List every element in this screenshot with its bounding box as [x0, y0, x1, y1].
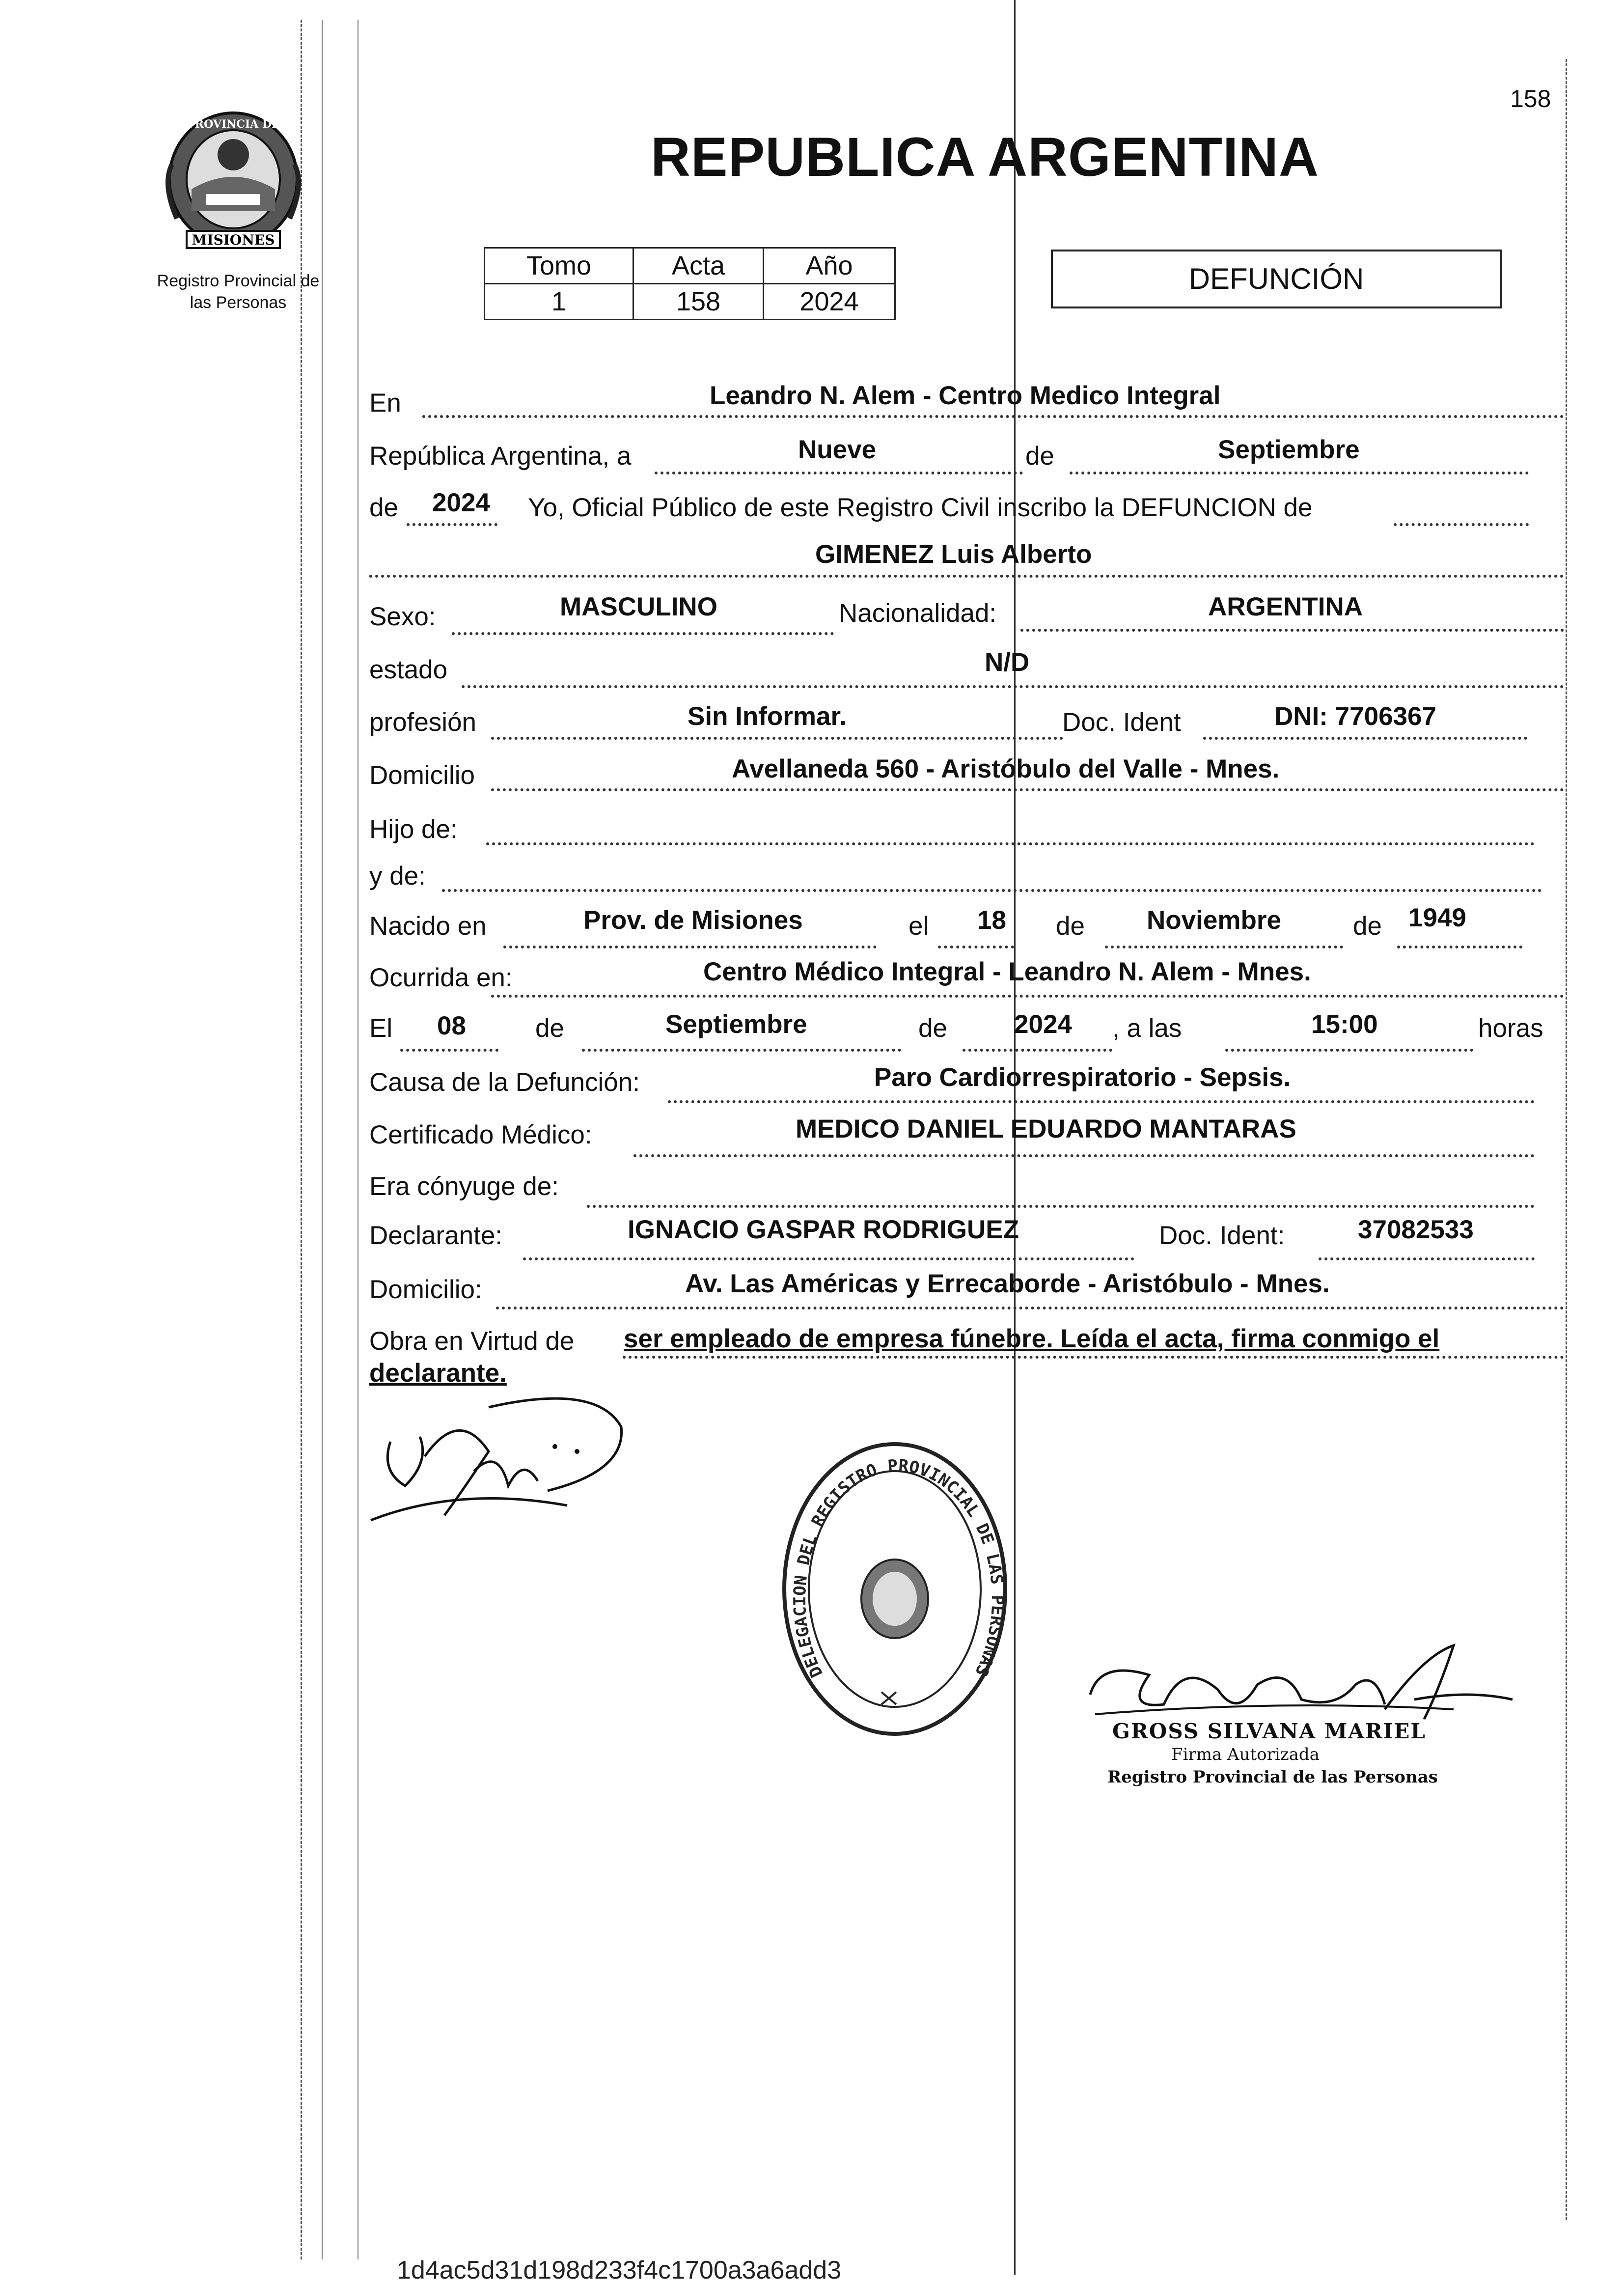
value-time: 15:00	[1311, 1010, 1378, 1039]
value-death-year: 2024	[1014, 1010, 1072, 1039]
label-conyuge: Era cónyuge de:	[369, 1172, 559, 1201]
label-de-birth-2: de	[1353, 912, 1382, 941]
value-causa: Paro Cardiorrespiratorio - Sepsis.	[874, 1063, 1291, 1092]
label-nacionalidad: Nacionalidad:	[839, 599, 997, 628]
label-y-de: y de:	[369, 862, 426, 891]
logo-top-text: PROVINCIA DE	[187, 118, 280, 131]
label-doc-ident: Doc. Ident	[1062, 708, 1181, 737]
value-ocurrida: Centro Médico Integral - Leandro N. Alem - Mnes.	[703, 957, 1311, 986]
registry-label-line2: las Personas	[190, 293, 287, 312]
value-domicilio-declarante: Av. Las Américas y Errecaborde - Aristóbulo - Mnes.	[685, 1269, 1330, 1298]
text-oficial-publico: Yo, Oficial Público de este Registro Civil inscribo la DEFUNCION de	[528, 493, 1313, 522]
record-type-box: DEFUNCIÓN	[1051, 250, 1502, 308]
field-hijo-de-line	[486, 813, 1535, 845]
seal-text: DELEGACION DEL REGISTRO PROVINCIAL DE LAS PERSONAS	[790, 1456, 1008, 1681]
label-nacido-en: Nacido en	[369, 912, 487, 941]
label-de-birth-1: de	[1056, 912, 1085, 941]
label-sexo: Sexo:	[369, 602, 436, 631]
ref-value-acta: 158	[633, 284, 764, 320]
value-doc-ident: DNI: 7706367	[1274, 702, 1436, 731]
value-obra-line2: declarante.	[369, 1359, 507, 1388]
provincial-coat-of-arms-icon	[157, 106, 309, 253]
registry-label	[133, 270, 344, 313]
value-year: 2024	[432, 488, 490, 517]
value-certificado: MEDICO DANIEL EDUARDO MANTARAS	[796, 1115, 1296, 1143]
label-horas: horas	[1478, 1014, 1543, 1043]
label-estado: estado	[369, 655, 448, 684]
label-el: el	[908, 912, 929, 941]
value-declarante: IGNACIO GASPAR RODRIGUEZ	[628, 1215, 1019, 1244]
margin-line	[322, 20, 323, 2259]
value-deceased-name: GIMENEZ Luis Alberto	[815, 540, 1092, 569]
label-de-death-1: de	[535, 1014, 564, 1043]
label-domicilio-declarante: Domicilio:	[369, 1275, 482, 1304]
label-en: En	[369, 389, 401, 418]
margin-line	[1566, 59, 1567, 2220]
ref-header-anio: Año	[764, 248, 895, 284]
label-de-year: de	[369, 493, 398, 522]
label-hijo-de: Hijo de:	[369, 815, 458, 844]
value-day: Nueve	[798, 435, 877, 464]
field-y-de-line	[442, 860, 1542, 892]
value-birth-year: 1949	[1408, 903, 1466, 932]
ref-header-acta: Acta	[633, 248, 764, 284]
registry-label-line1: Registro Provincial de	[157, 272, 320, 290]
logo-bottom-text: MISIONES	[192, 232, 275, 248]
value-birth-month: Noviembre	[1147, 906, 1281, 935]
label-obra-en-virtud: Obra en Virtud de	[369, 1327, 575, 1356]
signatory-organization: Registro Provincial de las Personas	[1107, 1767, 1438, 1787]
label-declarante-doc: Doc. Ident:	[1159, 1221, 1285, 1250]
label-el-death: El	[369, 1014, 393, 1043]
label-declarante: Declarante:	[369, 1221, 503, 1250]
value-nacionalidad: ARGENTINA	[1208, 592, 1363, 621]
label-a-las: , a las	[1112, 1014, 1182, 1043]
label-de-death-2: de	[918, 1014, 947, 1043]
page-number: 158	[1510, 85, 1551, 112]
record-reference-table	[484, 247, 896, 320]
label-ocurrida-en: Ocurrida en:	[369, 963, 513, 992]
ref-value-tomo: 1	[485, 284, 633, 320]
label-domicilio: Domicilio	[369, 761, 475, 790]
value-declarante-doc: 37082533	[1358, 1215, 1474, 1244]
label-republica-a: República Argentina, a	[369, 442, 632, 471]
ref-value-anio: 2024	[764, 284, 895, 320]
value-sexo: MASCULINO	[560, 592, 717, 621]
value-profesion: Sin Informar.	[688, 702, 847, 731]
label-profesion: profesión	[369, 708, 477, 737]
field-continuation-line	[1394, 494, 1529, 526]
value-month: Septiembre	[1218, 435, 1360, 464]
value-en: Leandro N. Alem - Centro Medico Integral	[710, 381, 1221, 410]
signatory-role: Firma Autorizada	[1171, 1745, 1320, 1764]
ref-header-tomo: Tomo	[485, 248, 633, 284]
label-de: de	[1025, 442, 1054, 471]
page-title: REPUBLICA ARGENTINA	[651, 126, 1319, 188]
value-death-day: 08	[437, 1011, 466, 1040]
signatory-name: GROSS SILVANA MARIEL	[1112, 1719, 1426, 1743]
declarant-signature	[361, 1388, 636, 1555]
label-certificado: Certificado Médico:	[369, 1120, 592, 1149]
field-conyuge-line	[587, 1175, 1535, 1208]
label-causa: Causa de la Defunción:	[369, 1068, 640, 1097]
document-hash: 1d4ac5d31d198d233f4c1700a3a6add3	[397, 2256, 842, 2285]
value-domicilio: Avellaneda 560 - Aristóbulo del Valle - Mnes.	[732, 754, 1280, 783]
value-obra-line1: ser empleado de empresa fúnebre. Leída el acta, firma conmigo el	[624, 1324, 1440, 1353]
official-registry-seal	[776, 1437, 1014, 1741]
value-birth-day: 18	[977, 906, 1006, 935]
value-estado: N/D	[985, 648, 1030, 677]
value-birthplace: Prov. de Misiones	[583, 906, 803, 935]
value-death-month: Septiembre	[665, 1010, 807, 1039]
margin-line	[301, 20, 302, 2259]
